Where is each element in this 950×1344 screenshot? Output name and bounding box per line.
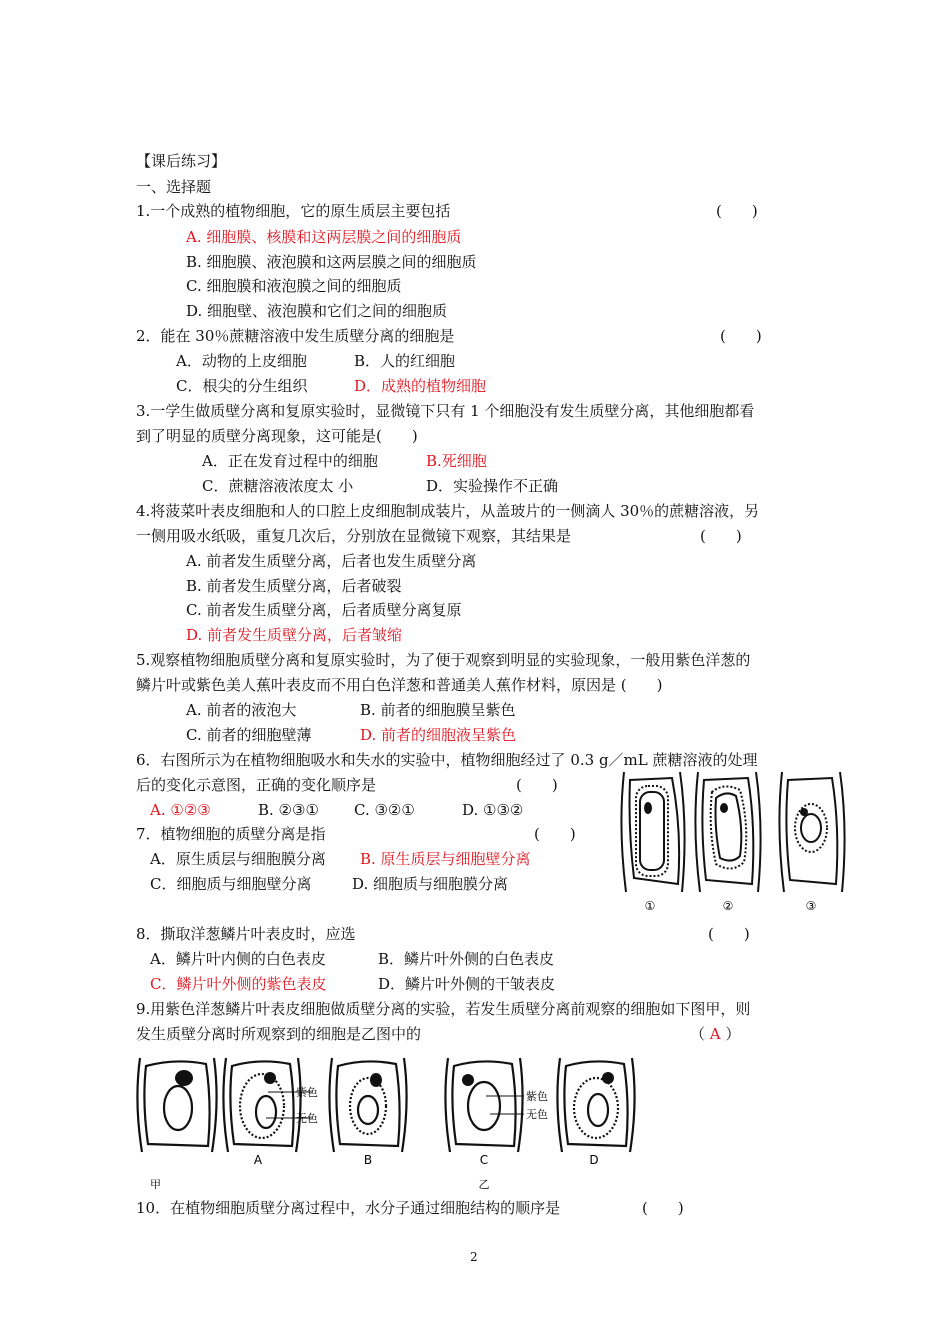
q2-stem: 2．能在 30％蔗糖溶液中发生质壁分离的细胞是 [136,327,455,345]
q6-cell-diagram [612,768,852,918]
q5-option-c: C. 前者的细胞壁薄 [186,726,312,744]
q7-answer-paren: ( ) [534,825,576,843]
page-number: 2 [470,1250,478,1264]
q3-stem-line1: 3.一学生做质壁分离和复原实验时，显微镜下只有 1 个细胞没有发生质壁分离，其他细胞都看 [136,402,755,420]
cell-d-protoplast [574,1078,618,1138]
cell3-wall [786,778,837,884]
q9-stem-line2: 发生质壁分离时所观察到的细胞是乙图中的 [136,1025,422,1043]
q4-option-c: C. 前者发生质壁分离，后者质壁分离复原 [186,601,462,619]
q2-answer-paren: ( ) [720,327,762,345]
q5-option-a: A. 前者的液泡大 [186,701,297,719]
label-colorless-1: 无色 [296,1112,318,1125]
q9-cell-diagram [136,1052,656,1192]
cell3-protoplast [795,804,827,852]
q4-answer-paren: ( ) [700,527,742,545]
q2-option-c: C．根尖的分生组织 [176,377,308,395]
cell-c-protoplast [468,1082,500,1130]
q4-stem-line1: 4.将菠菜叶表皮细胞和人的口腔上皮细胞制成装片，从盖玻片的一侧滴人 30％的蔗糖溶液，另 [136,502,760,520]
q6-answer-paren: ( ) [516,776,558,794]
q1-option-b: B. 细胞膜、液泡膜和这两层膜之间的细胞质 [186,253,477,271]
cell1-wall-outer [621,772,626,892]
q7-option-b: B. 原生质层与细胞壁分离 [360,850,531,868]
q5-stem-line2: 鳞片叶或紫色美人蕉叶表皮而不用白色洋葱和普通美人蕉作材料，原因是 ( ) [136,676,663,694]
cell-c-wall [452,1061,515,1146]
q1-stem: 1.一个成熟的植物细胞，它的原生质层主要包括 [136,202,451,220]
fig6-label-3: ③ [805,899,817,913]
fig9-label-b: B [363,1153,373,1167]
q1-option-c: C. 细胞膜和液泡膜之间的细胞质 [186,277,402,295]
cell2-nucleus [720,803,728,813]
fig9-label-d: D [589,1153,599,1167]
exercise-header: 【课后练习】 [136,152,227,170]
q6-stem-line1: 6．右图所示为在植物细胞吸水和失水的实验中，植物细胞经过了 0.3 g／mL 蔗糖溶液的处理 [136,751,758,769]
q5-option-b: B. 前者的细胞膜呈紫色 [360,701,516,719]
q4-option-d: D. 前者发生质壁分离，后者皱缩 [186,626,403,644]
q2-option-d: D．成熟的植物细胞 [354,377,487,395]
fig9-label-c: C [479,1153,489,1167]
q3-option-c: C．蔗糖溶液浓度太 小 [202,477,354,495]
q1-answer-paren: ( ) [716,202,758,220]
q8-option-d: D．鳞片叶外侧的干皱表皮 [378,975,556,993]
fig6-label-1: ① [644,899,656,913]
q1-option-d: D. 细胞壁、液泡膜和它们之间的细胞质 [186,302,448,320]
fig9-label-a: A [253,1153,263,1167]
cell-a-protoplast [240,1074,284,1138]
q9-answer-paren: （ A ） [690,1025,741,1043]
q10-answer-paren: ( ) [642,1199,684,1217]
cell-c-nucleus [462,1074,474,1086]
q9-answer: A [709,1025,721,1043]
q7-option-a: A．原生质层与细胞膜分离 [150,850,326,868]
q6-stem-line2: 后的变化示意图，正确的变化顺序是 [136,776,377,794]
label-colorless-2: 无色 [526,1108,548,1121]
q2-option-b: B．人的红细胞 [354,352,456,370]
jia-nucleus [175,1070,193,1086]
q7-option-d: D. 细胞质与细胞膜分离 [352,875,509,893]
q6-option-c: C. ③②① [354,801,415,819]
fig9-label-jia: 甲 [150,1178,161,1191]
q3-option-a: A．正在发育过程中的细胞 [202,452,378,470]
q8-stem: 8．撕取洋葱鳞片叶表皮时，应选 [136,925,356,943]
q6-option-d: D. ①③② [462,801,524,819]
fig6-label-2: ② [722,899,734,913]
q8-option-b: B．鳞片叶外侧的白色表皮 [378,950,555,968]
q4-option-a: A. 前者发生质壁分离，后者也发生质壁分离 [186,552,477,570]
section-title: 一、选择题 [136,178,212,196]
q6-option-a: A. ①②③ [150,801,211,819]
jia-vacuole [164,1086,192,1130]
q8-answer-paren: ( ) [708,925,750,943]
cell-b-protoplast [350,1078,386,1134]
cell-a-nucleus [264,1072,276,1084]
q4-stem-line2: 一侧用吸水纸吸，重复几次后，分别放在显微镜下观察，其结果是 [136,527,572,545]
q10-stem: 10．在植物细胞质壁分离过程中，水分子通过细胞结构的顺序是 [136,1199,561,1217]
label-purple-2: 紫色 [526,1090,548,1103]
q5-stem-line1: 5.观察植物细胞质壁分离和复原实验时，为了便于观察到明显的实验现象，一般用紫色洋葱的 [136,651,751,669]
label-purple-1: 紫色 [296,1086,318,1099]
q8-option-a: A．鳞片叶内侧的白色表皮 [150,950,326,968]
q3-option-d: D．实验操作不正确 [426,477,559,495]
q7-option-c: C．细胞质与细胞壁分离 [150,875,312,893]
q7-stem: 7．植物细胞的质壁分离是指 [136,825,326,843]
cell-d-nucleus [602,1072,614,1084]
cell1-nucleus [644,802,652,814]
q9-stem-line1: 9.用紫色洋葱鳞片叶表皮细胞做质壁分离的实验，若发生质壁分离前观察的细胞如下图甲，则 [136,1000,751,1018]
q2-option-a: A．动物的上皮细胞 [176,352,307,370]
cell-d-wall [564,1061,627,1146]
q3-stem-line2: 到了明显的质壁分离现象，这可能是( ) [136,427,418,445]
q6-option-b: B. ②③① [258,801,319,819]
q3-option-b: B.死细胞 [426,452,487,470]
cell3-nucleus [800,808,808,816]
q5-option-d: D. 前者的细胞液呈紫色 [360,726,517,744]
cell-b-nucleus [370,1073,382,1087]
fig9-label-yi: 乙 [478,1178,490,1191]
q4-option-b: B. 前者发生质壁分离，后者破裂 [186,577,402,595]
q8-option-c: C．鳞片叶外侧的紫色表皮 [150,975,327,993]
q1-option-a: A. 细胞膜、核膜和这两层膜之间的细胞质 [186,228,462,246]
